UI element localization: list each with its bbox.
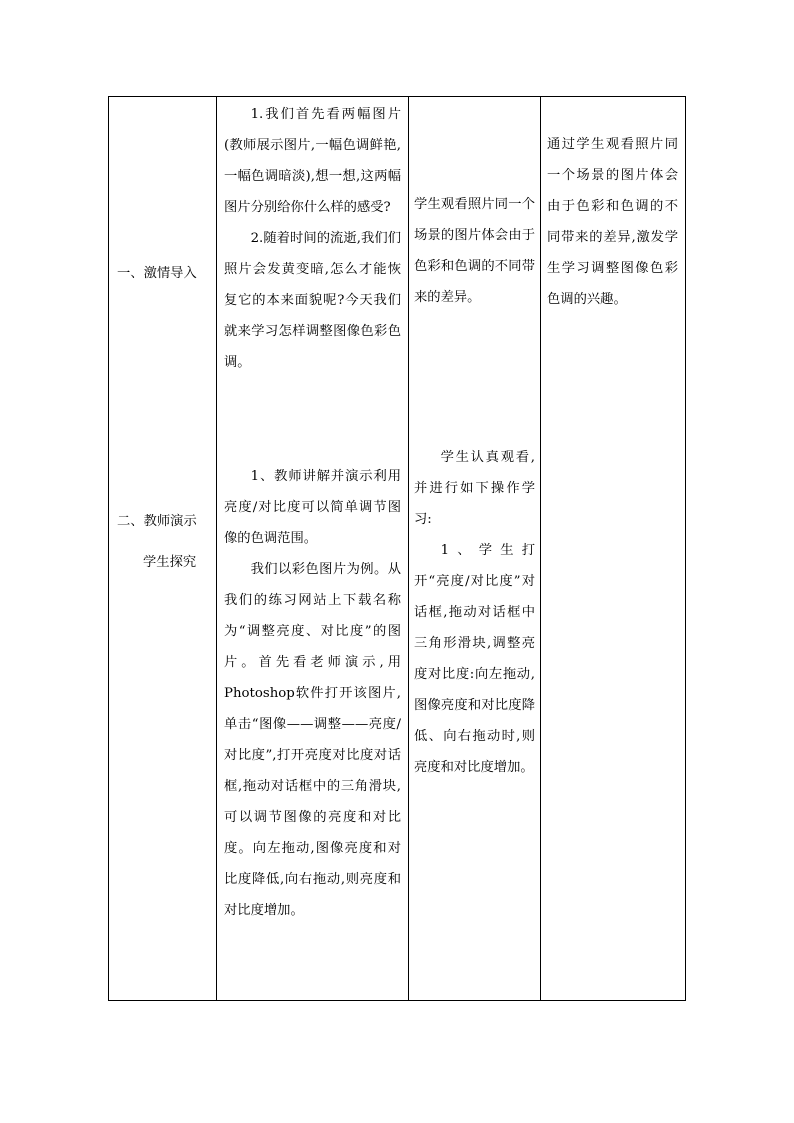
student-block-intro [414,189,535,313]
stage-label-explore: 学生探究 [143,555,197,570]
teacher-block-intro [224,99,401,378]
teacher-paragraph: 1、教师讲解并演示利用亮度/对比度可以简单调节图像的色调范围。 [224,469,401,546]
design-intent-column [541,97,686,1001]
student-block-demo [414,442,535,783]
teacher-paragraph: 2.随着时间的流逝,我们们照片会发黄变暗,怎么才能恢复它的本来面貌呢?今天我们就来学习怎样调整图像色彩色调。 [224,231,401,370]
table-row [109,97,686,1001]
lesson-plan-table [108,96,686,1001]
teacher-paragraph: 我们以彩色图片为例。从我们的练习网站上下载名称为“调整亮度、对比度”的图片。首先看老师演示,用Photoshop软件打开该图片,单击“图像——调整——亮度/对比度”,打开亮度对比度对话框,拖动对话框中的三角滑块,可以调节图像的亮度和对比度。向左拖动,图像亮度和对比度降低,向右拖动,则亮度和对比度增加。 [224,562,401,918]
intent-block [547,129,678,315]
teacher-paragraph: 1.我们首先看两幅图片(教师展示图片,一幅色调鲜艳,一幅色调暗淡),想一想,这两幅图片分别给你什么样的感受? [224,107,401,215]
student-paragraph: 学生认真观看,并进行如下操作学习: [414,450,535,527]
student-paragraph: 1、学生打开“亮度/对比度”对话框,拖动对话框中三角形滑块,调整亮度对比度:向左拖动,图像亮度和对比度降低、向右拖动时,则亮度和对比度增加。 [414,543,535,775]
teacher-block-demo [224,461,401,926]
intent-paragraph: 通过学生观看照片同一个场景的图片体会由于色彩和色调的不同带来的差异,激发学生学习调整图像色彩色调的兴趣。 [547,137,678,307]
student-paragraph: 学生观看照片同一个场景的图片体会由于色彩和色调的不同带来的差异。 [414,197,535,305]
student-activity-column [409,97,541,1001]
teacher-activity-column [217,97,409,1001]
stage-label-intro: 一、激情导入 [117,266,197,281]
stage-column [109,97,217,1001]
stage-label-demo: 二、教师演示 [117,514,197,529]
